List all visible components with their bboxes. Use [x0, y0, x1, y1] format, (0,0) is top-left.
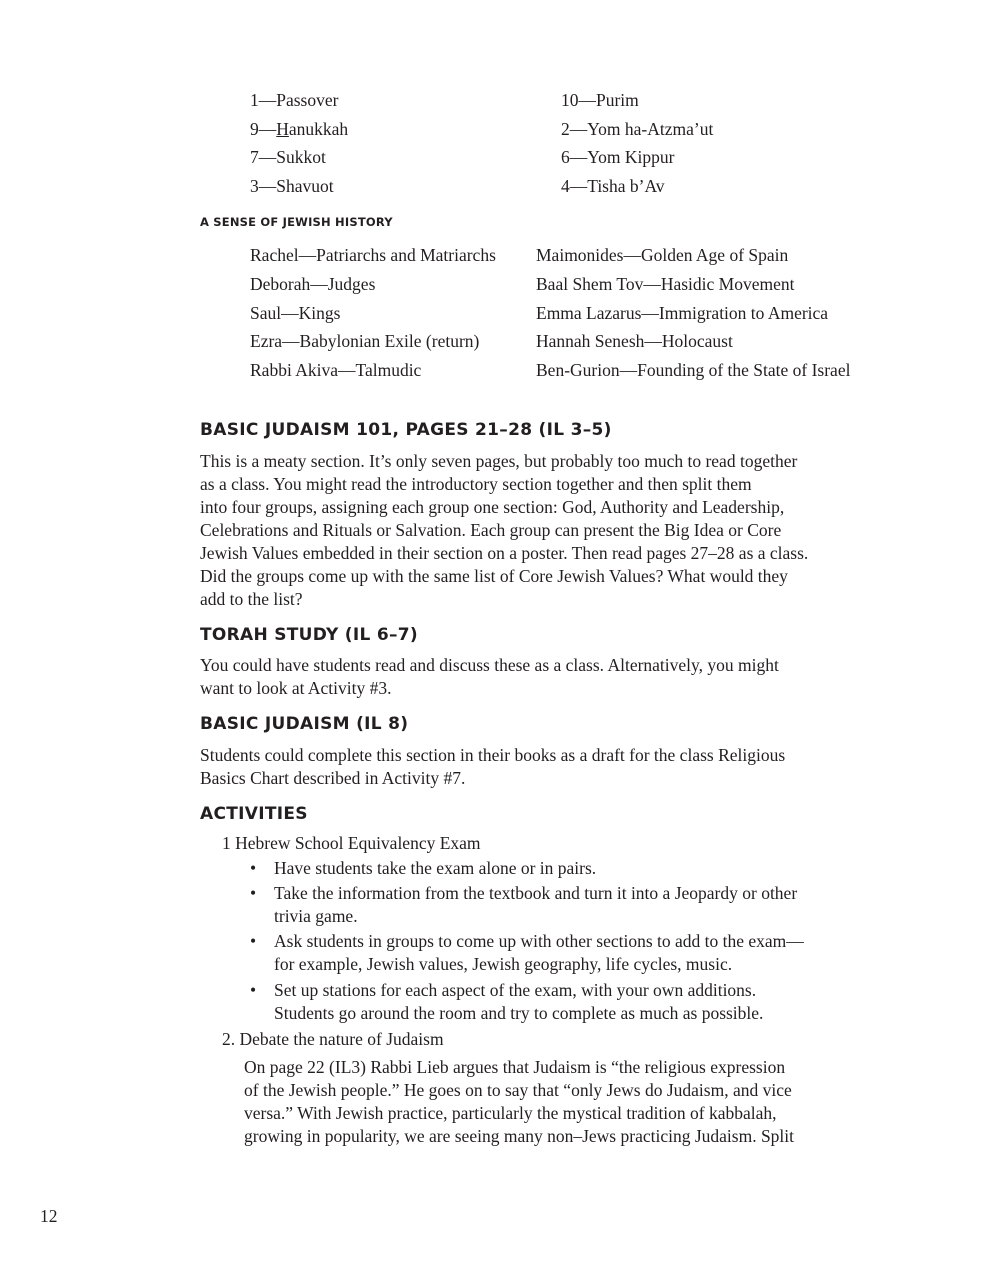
history-row [250, 244, 870, 267]
holiday-answer: 7—Sukkot [250, 147, 326, 168]
basic-judaism-101-heading: BASIC JUDAISM 101, PAGES 21–28 (IL 3–5) [200, 420, 612, 440]
holiday-answer: 6—Yom Kippur [561, 147, 675, 168]
bullet-line: Students go around the room and try to complete as much as possible. [274, 1003, 764, 1023]
paragraph-line: of the Jewish people.” He goes on to say that “only Jews do Judaism, and vice [244, 1080, 792, 1100]
history-left: Saul—Kings [250, 303, 341, 323]
paragraph-line: add to the list? [200, 589, 303, 609]
activity-item-2: 2. Debate the nature of Judaism [222, 1029, 444, 1049]
torah-study-paragraph [200, 654, 875, 700]
paragraph-line: Students could complete this section in their books as a draft for the class Religious [200, 745, 786, 765]
basic-judaism-heading: BASIC JUDAISM (IL 8) [200, 714, 409, 734]
bullet-icon: • [250, 858, 257, 878]
paragraph-line: Basics Chart described in Activity #7. [200, 768, 466, 788]
list-item [250, 857, 870, 880]
bullet-line: Take the information from the textbook and turn it into a Jeopardy or other [274, 883, 798, 903]
holiday-answer: 9—Hanukkah [250, 118, 349, 139]
history-left: Rachel—Patriarchs and Matriarchs [250, 245, 496, 265]
paragraph-line: Jewish Values embedded in their section on a poster. Then read pages 27–28 as a class. [200, 543, 809, 563]
paragraph-line: as a class. You might read the introductory section together and then split them [200, 474, 752, 494]
holiday-answers-right [561, 86, 713, 201]
activity-2-paragraph [244, 1056, 874, 1148]
activities-heading: ACTIVITIES [200, 804, 308, 824]
holiday-answer: 4—Tisha b’Av [561, 176, 665, 197]
history-row [250, 273, 870, 296]
bullet-line: for example, Jewish values, Jewish geography, life cycles, music. [274, 954, 733, 974]
history-right: Baal Shem Tov—Hasidic Movement [536, 274, 795, 294]
page-number: 12 [40, 1206, 58, 1226]
paragraph-line: This is a meaty section. It’s only seven pages, but probably too much to read together [200, 451, 798, 471]
bullet-icon: • [250, 980, 257, 1000]
history-left: Rabbi Akiva—Talmudic [250, 360, 422, 380]
bullet-line: Set up stations for each aspect of the exam, with your own additions. [274, 980, 757, 1000]
bullet-line: Have students take the exam alone or in pairs. [274, 858, 597, 878]
paragraph-line: Celebrations and Rituals or Salvation. Each group can present the Big Idea or Core [200, 520, 782, 540]
paragraph-line: versa.” With Jewish practice, particularly the mystical tradition of kabbalah, [244, 1103, 777, 1123]
paragraph-line: want to look at Activity #3. [200, 678, 392, 698]
basic-judaism-101-paragraph [200, 450, 875, 611]
list-item [250, 930, 870, 976]
paragraph-line: You could have students read and discuss these as a class. Alternatively, you might [200, 655, 779, 675]
paragraph-line: into four groups, assigning each group one section: God, Authority and Leadership, [200, 497, 785, 517]
holiday-answer: 1—Passover [250, 90, 339, 110]
history-right: Ben-Gurion—Founding of the State of Israel [536, 360, 851, 380]
list-item [250, 979, 870, 1025]
holiday-answer: 3—Shavuot [250, 176, 334, 197]
list-item [250, 882, 870, 928]
holiday-answers-left [250, 86, 348, 201]
history-row [250, 302, 870, 325]
history-left: Ezra—Babylonian Exile (return) [250, 331, 480, 351]
paragraph-line: On page 22 (IL3) Rabbi Lieb argues that Judaism is “the religious expression [244, 1057, 786, 1077]
paragraph-line: Did the groups come up with the same list of Core Jewish Values? What would they [200, 566, 788, 586]
activity-item-1: 1 Hebrew School Equivalency Exam [222, 833, 481, 853]
history-right: Hannah Senesh—Holocaust [536, 331, 733, 351]
paragraph-line: growing in popularity, we are seeing many non–Jews practicing Judaism. Split [244, 1126, 795, 1146]
bullet-icon: • [250, 883, 257, 903]
history-row [250, 330, 870, 353]
history-right: Emma Lazarus—Immigration to America [536, 303, 829, 323]
bullet-icon: • [250, 931, 257, 951]
torah-study-heading: TORAH STUDY (IL 6–7) [200, 625, 418, 645]
history-row [250, 359, 870, 382]
history-heading: A SENSE OF JEWISH HISTORY [200, 215, 393, 229]
history-left: Deborah—Judges [250, 274, 376, 294]
history-right: Maimonides—Golden Age of Spain [536, 245, 789, 265]
holiday-answer: 2—Yom ha-Atzma’ut [561, 118, 714, 139]
basic-judaism-paragraph [200, 744, 875, 790]
bullet-line: trivia game. [274, 906, 358, 926]
holiday-answer: 10—Purim [561, 90, 639, 110]
bullet-line: Ask students in groups to come up with other sections to add to the exam— [274, 931, 804, 951]
